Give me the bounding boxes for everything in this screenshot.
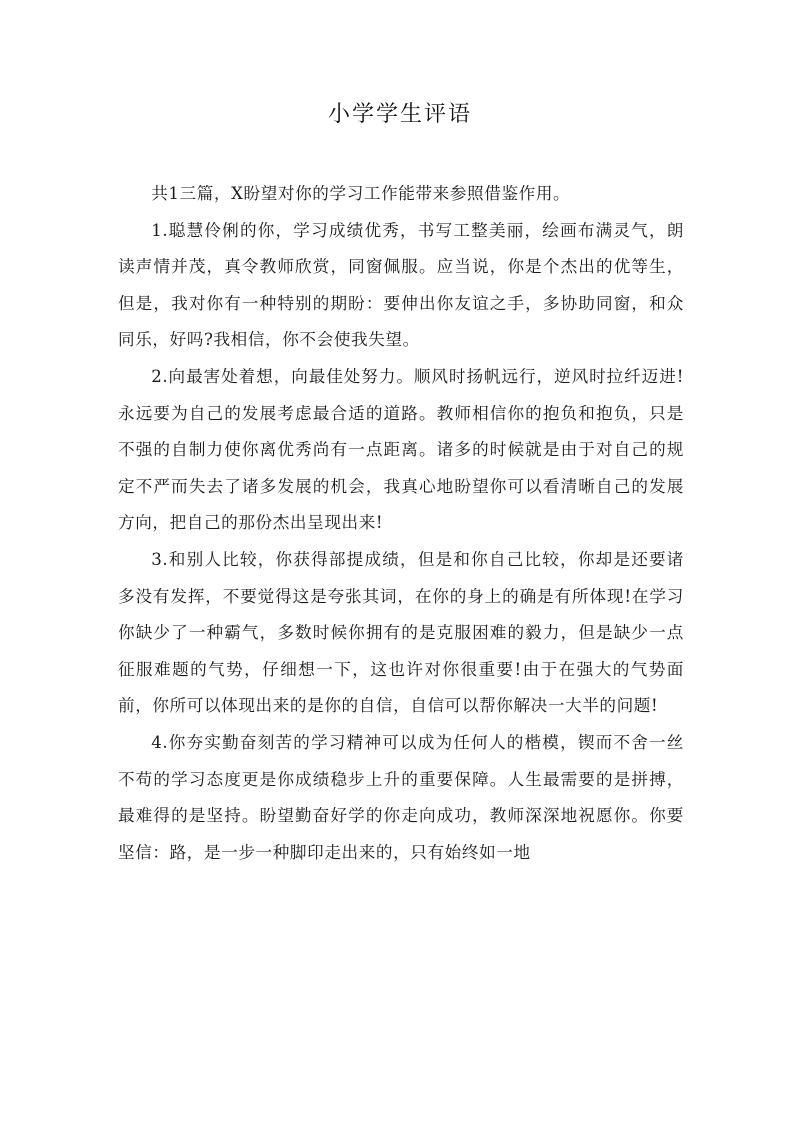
document-title: 小学学生评语 xyxy=(327,102,472,127)
comment-paragraph-4: 4.你夯实勤奋刻苦的学习精神可以成为任何人的楷模，锲而不舍一丝不苟的学习态度更是你成绩稳步上升的重要保障。人生最需要的是拼搏，最难得的是坚持。盼望勤奋好学的你走向成功，教师深深地祝愿你。你要坚信：路，是一步一种脚印走出来的，只有始终如一地 xyxy=(118,732,684,862)
document-body xyxy=(118,176,684,871)
intro-paragraph: 共1三篇，X盼望对你的学习工作能带来参照借鉴作用。 xyxy=(151,184,571,203)
comment-paragraph-2: 2.向最害处着想，向最佳处努力。顺风时扬帆远行，逆风时拉纤迈进!永远要为自己的发展考虑最合适的道路。教师相信你的抱负和抱负，只是不强的自制力使你离优秀尚有一点距离。诸多的时候就是由于对自己的规定不严而失去了诸多发展的机会，我真心地盼望你可以看清晰自己的发展方向，把自己的那份杰出呈现出来! xyxy=(118,366,684,533)
comment-paragraph-3: 3.和别人比较，你获得部提成绩，但是和你自己比较，你却是还要诸多没有发挥，不要觉得这是夸张其词，在你的身上的确是有所体现!在学习你缺少了一种霸气，多数时候你拥有的是克服困难的毅力，但是缺少一点征服难题的气势，仔细想一下，这也许对你很重要!由于在强大的气势面前，你所可以体现出来的是你的自信，自信可以帮你解决一大半的问题! xyxy=(118,549,684,716)
comment-paragraph-1: 1.聪慧伶俐的你，学习成绩优秀，书写工整美丽，绘画布满灵气，朗读声情并茂，真令教师欣赏，同窗佩服。应当说，你是个杰出的优等生，但是，我对你有一种特别的期盼：要伸出你友谊之手，多协助同窗，和众同乐，好吗?我相信，你不会使我失望。 xyxy=(118,220,684,350)
